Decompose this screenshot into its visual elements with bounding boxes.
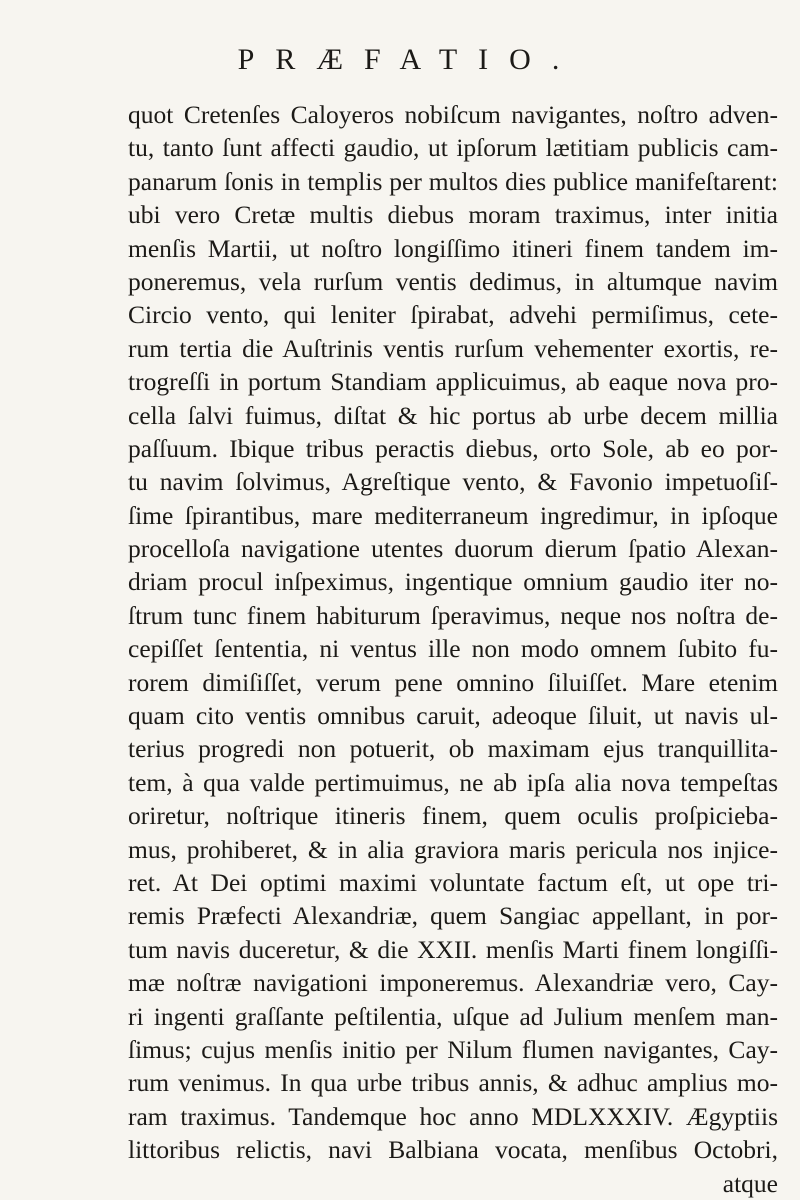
text-line: driam procul inſpeximus, ingentique omnium gaudio iter no- [128, 567, 778, 597]
catchword: atque [722, 1168, 778, 1198]
running-title: PRÆFATIO. [237, 43, 581, 76]
text-line: quam cito ventis omnibus caruit, adeoque ſiluit, ut navis ul- [128, 701, 778, 731]
text-line: rum venimus. In qua urbe tribus annis, & adhuc amplius mo- [128, 1068, 778, 1098]
text-line: ſimus; cujus menſis initio per Nilum flumen navigantes, Cay- [128, 1034, 778, 1064]
text-line: remis Præfecti Alexandriæ, quem Sangiac appellant, in por- [128, 901, 778, 931]
text-line: ri ingenti graſſante peſtilentia, uſque ad Julium menſem man- [128, 1001, 778, 1031]
text-line: cepiſſet ſententia, ni ventus ille non modo omnem ſubito fu- [128, 634, 778, 664]
text-line: panarum ſonis in templis per multos dies publice manifeſtarent: [128, 166, 778, 196]
text-line: cella ſalvi fuimus, diſtat & hic portus ab urbe decem millia [128, 400, 778, 430]
text-line: ſime ſpirantibus, mare mediterraneum ingredimur, in ipſoque [128, 500, 778, 530]
text-line: oriretur, noſtrique itineris finem, quem oculis proſpicieba- [128, 801, 778, 831]
text-line: quot Cretenſes Caloyeros nobiſcum navigantes, noſtro adven- [128, 100, 778, 129]
text-line: rorem dimiſiſſet, verum pene omnino ſiluiſſet. Mare etenim [128, 667, 778, 697]
text-line: rum tertia die Auſtrinis ventis rurſum vehementer exortis, re- [128, 333, 778, 363]
text-line: tum navis duceretur, & die XXII. menſis Marti finem longiſſi- [128, 934, 778, 964]
text-line: tu navim ſolvimus, Agreſtique vento, & Favonio impetuoſiſ- [128, 467, 778, 497]
text-line: mus, prohiberet, & in alia graviora maris pericula nos injice- [128, 834, 778, 864]
text-line: ram traximus. Tandemque hoc anno MDLXXXIV. Ægyptiis [128, 1101, 778, 1131]
text-line: ubi vero Cretæ multis diebus moram traximus, inter initia [128, 200, 778, 230]
text-line: menſis Martii, ut noſtro longiſſimo itineri finem tandem im- [128, 233, 778, 263]
text-line: ſtrum tunc finem habiturum ſperavimus, neque nos noſtra de- [128, 600, 778, 630]
preface-text [128, 98, 778, 1200]
text-line: tu, tanto ſunt affecti gaudio, ut ipſorum lætitiam publicis cam- [128, 133, 778, 163]
text-line: tem, à qua valde pertimuimus, ne ab ipſa alia nova tempeſtas [128, 767, 778, 797]
text-line: paſſuum. Ibique tribus peractis diebus, orto Sole, ab eo por- [128, 433, 778, 463]
text-line: procelloſa navigatione utentes duorum dierum ſpatio Alexan- [128, 534, 778, 564]
text-line: trogreſſi in portum Standiam applicuimus, ab eaque nova pro- [128, 367, 778, 397]
text-line: littoribus relictis, navi Balbiana vocata, menſibus Octobri, [128, 1135, 778, 1165]
text-line: ret. At Dei optimi maximi voluntate factum eſt, ut ope tri- [128, 867, 778, 897]
text-line: Circio vento, qui leniter ſpirabat, advehi permiſimus, cete- [128, 300, 778, 330]
text-line: terius progredi non potuerit, ob maximam ejus tranquillita- [128, 734, 778, 764]
text-line: poneremus, vela rurſum ventis dedimus, in altumque navim [128, 266, 778, 296]
text-line: mæ noſtræ navigationi imponeremus. Alexandriæ vero, Cay- [128, 968, 778, 998]
